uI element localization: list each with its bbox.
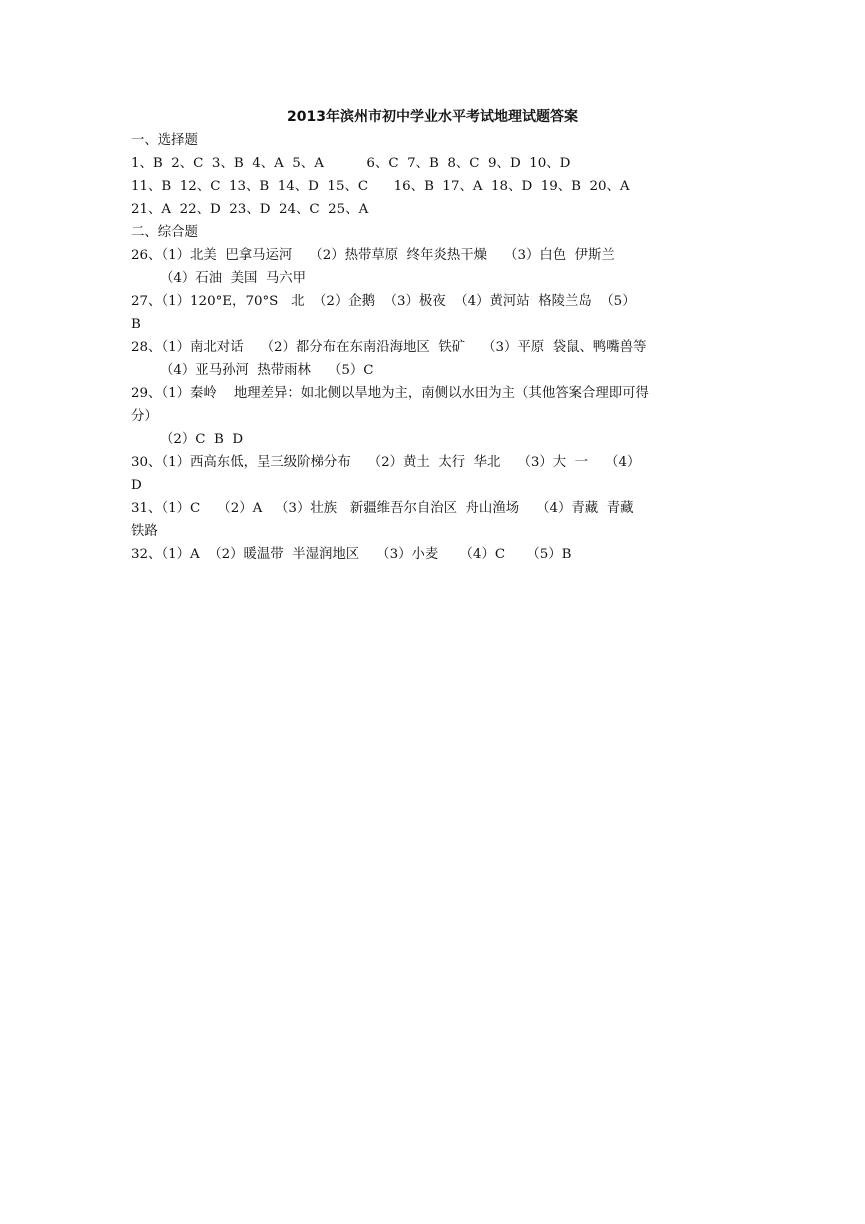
answer-content: [131, 129, 737, 566]
answer-line: 11、B 12、C 13、B 14、D 15、C 16、B 17、A 18、D 19、B 20、A: [131, 179, 630, 194]
answer-line: 32、（1）A （2）暖温带 半湿润地区 （3）小麦 （4）C （5）B: [131, 547, 572, 562]
answer-line: 28、（1）南北对话 （2）都分布在东南沿海地区 铁矿 （3）平原 袋鼠、鸭嘴兽等: [131, 340, 647, 355]
document-title: 2013年滨州市初中学业水平考试地理试题答案: [287, 109, 578, 125]
answer-line: 30、（1）西高东低，呈三级阶梯分布 （2）黄土 太行 华北 （3）大 一 （4）: [131, 455, 641, 470]
answer-line: （2）C B D: [160, 432, 244, 447]
answer-line: D: [131, 478, 142, 493]
answer-line: 29、（1）秦岭 地理差异：如北侧以旱地为主，南侧以水田为主（其他答案合理即可得: [131, 386, 649, 401]
answer-line: 分）: [131, 409, 158, 424]
answer-line: B: [131, 317, 141, 332]
answer-line: 铁路: [131, 524, 158, 539]
answer-line: （4）亚马孙河 热带雨林 （5）C: [160, 363, 374, 378]
answer-line: 31、（1）C （2）A （3）壮族 新疆维吾尔自治区 舟山渔场 （4）青藏 青藏: [131, 501, 634, 516]
answer-line: 1、B 2、C 3、B 4、A 5、A 6、C 7、B 8、C 9、D 10、D: [131, 156, 571, 171]
answer-line: 21、A 22、D 23、D 24、C 25、A: [131, 202, 369, 217]
answer-line: 26、（1）北美 巴拿马运河 （2）热带草原 终年炎热干燥 （3）白色 伊斯兰: [131, 248, 615, 263]
section-heading-choice: 一、选择题: [131, 133, 198, 148]
section-heading-comprehensive: 二、综合题: [131, 225, 198, 240]
answer-line: （4）石油 美国 马六甲: [160, 271, 307, 286]
answer-line: 27、（1）120°E，70°S 北 （2）企鹅 （3）极夜 （4）黄河站 格陵兰岛 （5）: [131, 294, 636, 309]
